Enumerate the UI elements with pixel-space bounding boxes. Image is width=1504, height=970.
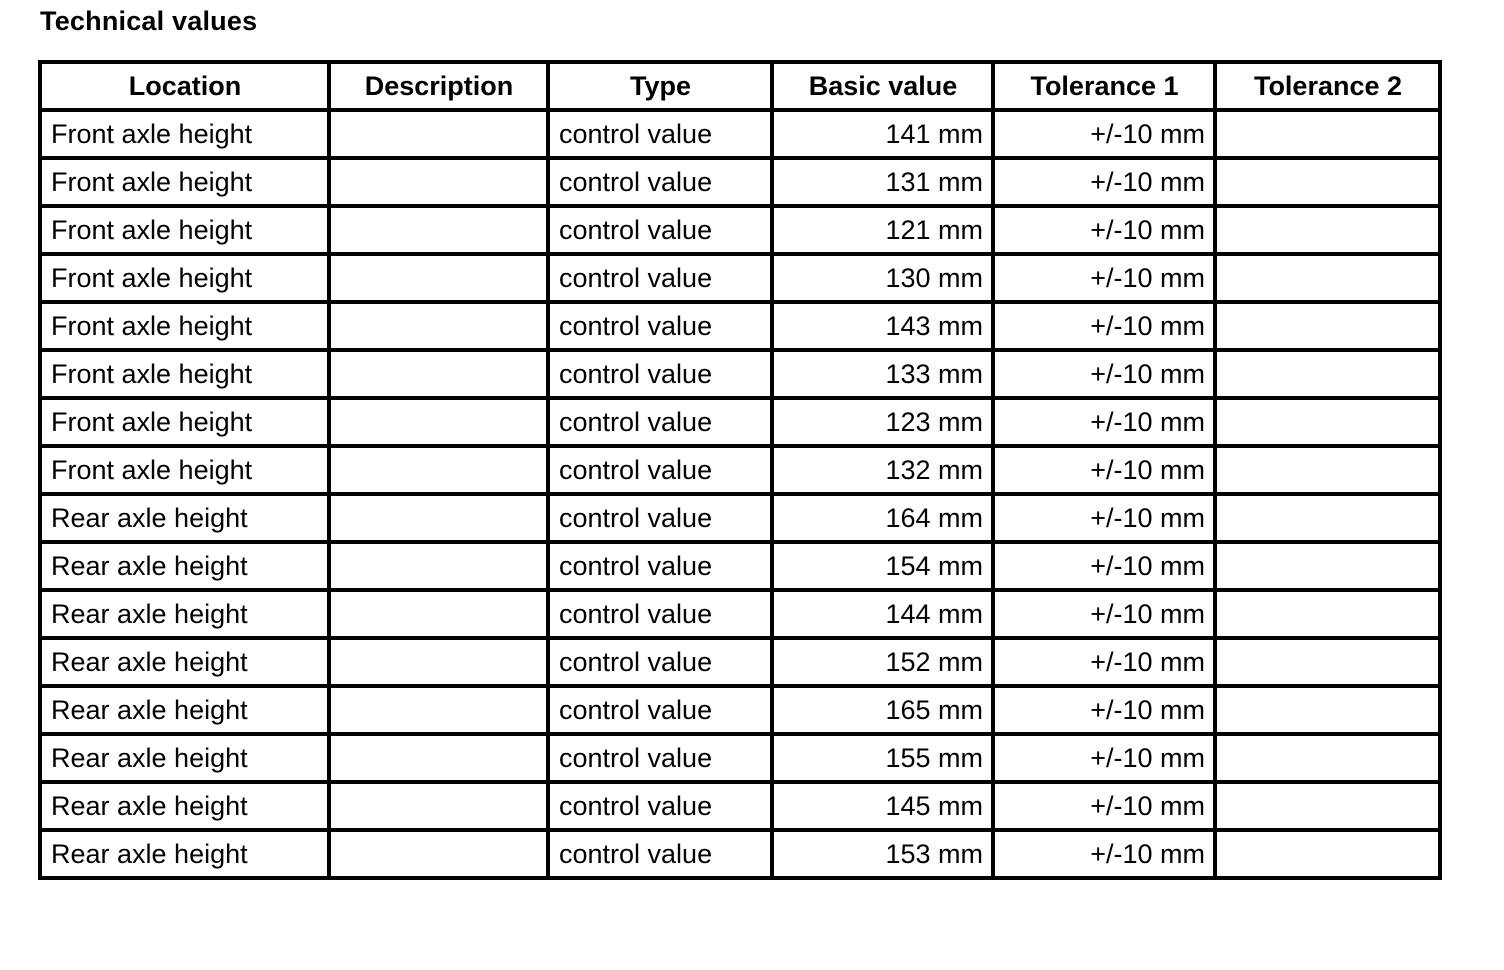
table-row: [40, 158, 1440, 206]
table-row: [40, 734, 1440, 782]
cell-tolerance-1: +/-10 mm: [993, 446, 1215, 494]
cell-tolerance-1: +/-10 mm: [993, 350, 1215, 398]
cell-type: control value: [548, 494, 772, 542]
cell-type: control value: [548, 110, 772, 158]
cell-tolerance-1: +/-10 mm: [993, 686, 1215, 734]
cell-tolerance-1: +/-10 mm: [993, 830, 1215, 878]
table-row: [40, 206, 1440, 254]
cell-tolerance-1: +/-10 mm: [993, 206, 1215, 254]
cell-location: Rear axle height: [40, 638, 329, 686]
table-row: [40, 830, 1440, 878]
page-title: Technical values: [40, 6, 258, 36]
cell-location: Rear axle height: [40, 734, 329, 782]
cell-location: Front axle height: [40, 350, 329, 398]
cell-description: [329, 158, 548, 206]
cell-tolerance-1: +/-10 mm: [993, 158, 1215, 206]
header-description: Description: [329, 62, 548, 110]
cell-tolerance-1: +/-10 mm: [993, 590, 1215, 638]
cell-description: [329, 686, 548, 734]
cell-tolerance-2: [1215, 302, 1440, 350]
cell-tolerance-2: [1215, 446, 1440, 494]
cell-location: Rear axle height: [40, 542, 329, 590]
table-header-row: [40, 62, 1440, 110]
cell-basic-value: 143 mm: [772, 302, 993, 350]
cell-type: control value: [548, 350, 772, 398]
cell-type: control value: [548, 638, 772, 686]
cell-basic-value: 154 mm: [772, 542, 993, 590]
cell-tolerance-1: +/-10 mm: [993, 734, 1215, 782]
cell-tolerance-2: [1215, 254, 1440, 302]
table-row: [40, 782, 1440, 830]
table-row: [40, 638, 1440, 686]
cell-basic-value: 144 mm: [772, 590, 993, 638]
cell-description: [329, 638, 548, 686]
cell-tolerance-1: +/-10 mm: [993, 302, 1215, 350]
cell-type: control value: [548, 302, 772, 350]
cell-tolerance-2: [1215, 686, 1440, 734]
header-tolerance-1: Tolerance 1: [993, 62, 1215, 110]
cell-tolerance-2: [1215, 542, 1440, 590]
cell-location: Front axle height: [40, 254, 329, 302]
table-row: [40, 494, 1440, 542]
cell-basic-value: 145 mm: [772, 782, 993, 830]
cell-tolerance-1: +/-10 mm: [993, 494, 1215, 542]
cell-type: control value: [548, 254, 772, 302]
cell-tolerance-2: [1215, 638, 1440, 686]
cell-basic-value: 121 mm: [772, 206, 993, 254]
cell-tolerance-1: +/-10 mm: [993, 398, 1215, 446]
cell-location: Rear axle height: [40, 686, 329, 734]
cell-tolerance-2: [1215, 110, 1440, 158]
cell-tolerance-1: +/-10 mm: [993, 782, 1215, 830]
cell-basic-value: 164 mm: [772, 494, 993, 542]
cell-tolerance-1: +/-10 mm: [993, 638, 1215, 686]
cell-description: [329, 590, 548, 638]
table-body: [40, 110, 1440, 878]
cell-tolerance-2: [1215, 590, 1440, 638]
cell-description: [329, 734, 548, 782]
cell-description: [329, 446, 548, 494]
header-tolerance-2: Tolerance 2: [1215, 62, 1440, 110]
cell-location: Front axle height: [40, 302, 329, 350]
header-type: Type: [548, 62, 772, 110]
cell-type: control value: [548, 686, 772, 734]
table-row: [40, 350, 1440, 398]
cell-basic-value: 153 mm: [772, 830, 993, 878]
cell-type: control value: [548, 590, 772, 638]
table-row: [40, 110, 1440, 158]
cell-basic-value: 123 mm: [772, 398, 993, 446]
cell-type: control value: [548, 206, 772, 254]
cell-description: [329, 830, 548, 878]
cell-tolerance-2: [1215, 158, 1440, 206]
cell-type: control value: [548, 446, 772, 494]
cell-basic-value: 165 mm: [772, 686, 993, 734]
table-row: [40, 302, 1440, 350]
cell-location: Front axle height: [40, 446, 329, 494]
cell-basic-value: 132 mm: [772, 446, 993, 494]
cell-type: control value: [548, 542, 772, 590]
cell-description: [329, 542, 548, 590]
cell-description: [329, 782, 548, 830]
cell-description: [329, 302, 548, 350]
cell-basic-value: 141 mm: [772, 110, 993, 158]
cell-type: control value: [548, 398, 772, 446]
cell-location: Front axle height: [40, 206, 329, 254]
cell-tolerance-1: +/-10 mm: [993, 542, 1215, 590]
cell-basic-value: 131 mm: [772, 158, 993, 206]
cell-location: Front axle height: [40, 158, 329, 206]
table-row: [40, 686, 1440, 734]
cell-basic-value: 155 mm: [772, 734, 993, 782]
header-basic-value: Basic value: [772, 62, 993, 110]
table-row: [40, 590, 1440, 638]
cell-description: [329, 206, 548, 254]
cell-location: Rear axle height: [40, 494, 329, 542]
cell-location: Front axle height: [40, 110, 329, 158]
cell-tolerance-2: [1215, 734, 1440, 782]
cell-tolerance-2: [1215, 782, 1440, 830]
cell-tolerance-2: [1215, 830, 1440, 878]
cell-tolerance-2: [1215, 494, 1440, 542]
cell-description: [329, 254, 548, 302]
cell-location: Rear axle height: [40, 782, 329, 830]
cell-basic-value: 152 mm: [772, 638, 993, 686]
cell-type: control value: [548, 782, 772, 830]
cell-tolerance-2: [1215, 398, 1440, 446]
cell-description: [329, 398, 548, 446]
cell-location: Rear axle height: [40, 830, 329, 878]
cell-basic-value: 130 mm: [772, 254, 993, 302]
cell-location: Rear axle height: [40, 590, 329, 638]
table-row: [40, 542, 1440, 590]
cell-tolerance-1: +/-10 mm: [993, 110, 1215, 158]
table-row: [40, 446, 1440, 494]
table-row: [40, 254, 1440, 302]
cell-type: control value: [548, 734, 772, 782]
cell-type: control value: [548, 158, 772, 206]
cell-location: Front axle height: [40, 398, 329, 446]
cell-basic-value: 133 mm: [772, 350, 993, 398]
technical-values-table: [38, 60, 1442, 880]
cell-description: [329, 350, 548, 398]
cell-type: control value: [548, 830, 772, 878]
table-row: [40, 398, 1440, 446]
cell-tolerance-2: [1215, 350, 1440, 398]
cell-description: [329, 494, 548, 542]
cell-tolerance-1: +/-10 mm: [993, 254, 1215, 302]
header-location: Location: [40, 62, 329, 110]
cell-tolerance-2: [1215, 206, 1440, 254]
cell-description: [329, 110, 548, 158]
